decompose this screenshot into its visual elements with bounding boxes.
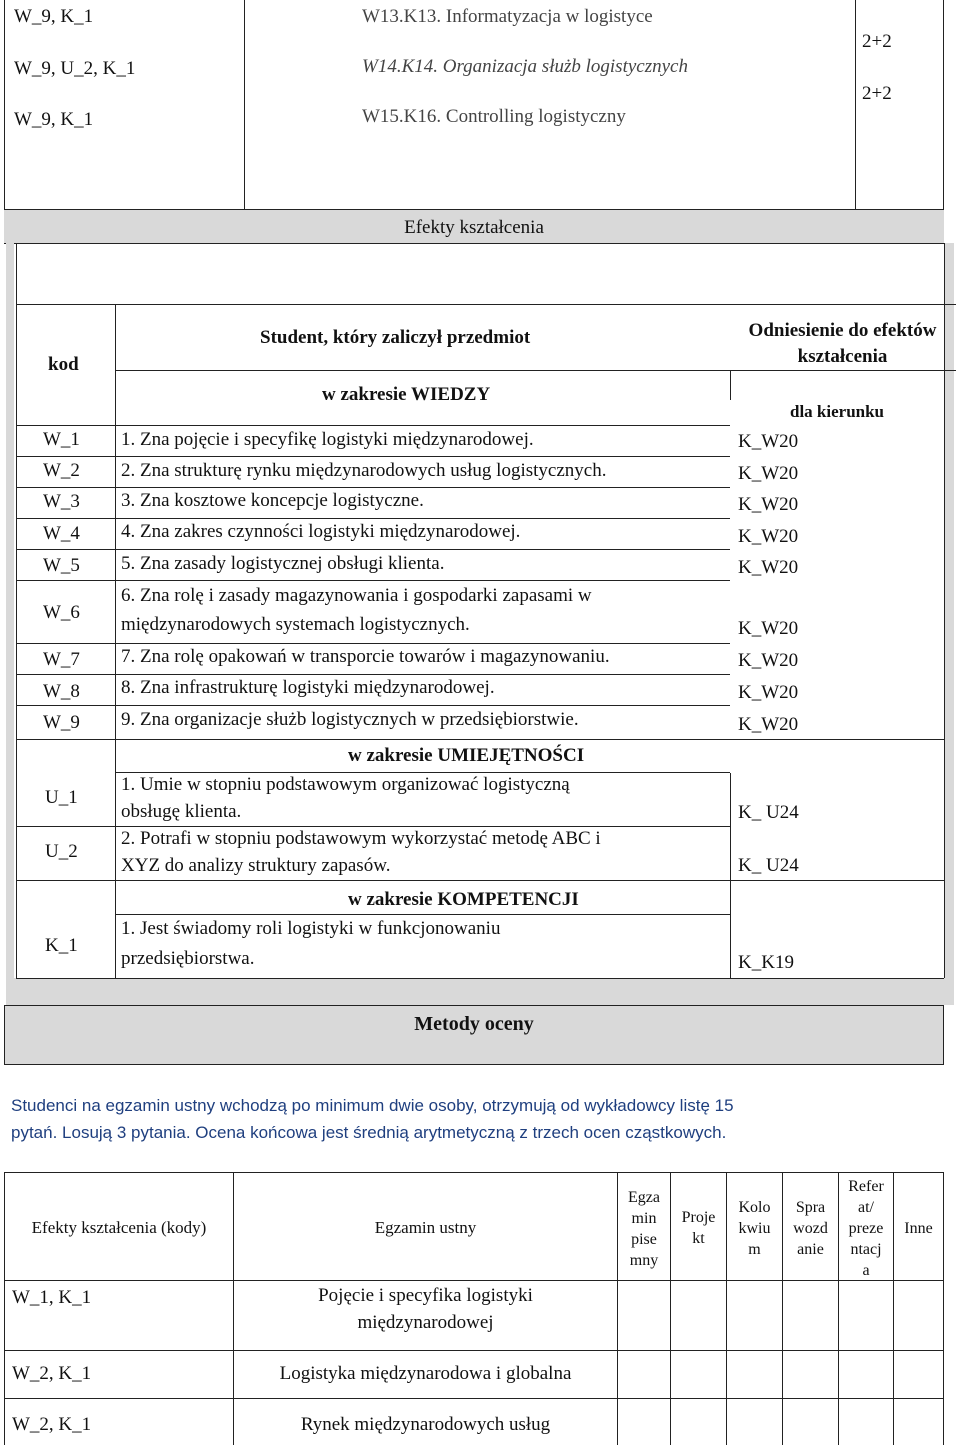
header-inne: Inne [904,1220,933,1237]
row-codes: W_2, K_1 [12,1363,92,1384]
wiedza-text: 3. Zna kosztowe koncepcje logistyczne. [121,490,424,511]
wiedza-ref: K_W20 [738,494,799,515]
dla-kierunku-label: dla kierunku [790,402,885,421]
umiejetnosci-text-continued: XYZ do analizy struktury zapasów. [121,855,391,876]
wiedza-ref: K_W20 [738,682,799,703]
header-egzamin-pisemny: Egza min pise mny [628,1189,660,1269]
header-egzamin-ustny: Egzamin ustny [374,1218,477,1237]
umiejetnosci-code: U_1 [45,787,78,808]
header-sprawozdanie: Spra wozd anie [793,1199,828,1258]
metody-title: Metody oceny [414,1013,534,1035]
odniesienie-header: Odniesienie do efektów kształcenia [748,320,937,367]
wiedza-ref: K_W20 [738,526,799,547]
wiedza-text: 9. Zna organizacje służb logistycznych w przedsiębiorstwie. [121,709,579,730]
wiedza-code: W_3 [43,491,80,512]
row-topic: Logistyka międzynarodowa i globalna [279,1363,572,1384]
top-hours-2: 2+2 [862,83,892,104]
wiedza-ref: K_W20 [738,557,799,578]
kompetencje-code: K_1 [45,935,78,956]
wiedza-code: W_9 [43,712,80,733]
umiejetnosci-ref: K_ U24 [738,855,799,876]
kod-header: kod [48,354,79,375]
wiedza-ref: K_W20 [738,431,799,452]
umiejetnosci-text: 1. Umie w stopniu podstawowym organizować logistyczną [121,774,570,795]
header-kolokwium: Kolo kwiu m [738,1199,771,1258]
row-codes: W_2, K_1 [12,1414,92,1435]
wiedza-text: 7. Zna rolę opakowań w transporcie towarów i magazynowaniu. [121,646,610,667]
row-codes: W_1, K_1 [12,1287,92,1308]
header-projekt: Proje kt [681,1209,716,1247]
wiedza-code: W_6 [43,602,80,623]
umiejetnosci-header: w zakresie UMIEJĘTNOŚCI [348,745,585,766]
wiedza-text: 1. Zna pojęcie i specyfikę logistyki międzynarodowej. [121,429,534,450]
wiedza-code: W_8 [43,681,80,702]
kompetencje-header: w zakresie KOMPETENCJI [348,889,579,910]
wiedza-code: W_1 [43,429,80,450]
wiedza-text: 2. Zna strukturę rynku międzynarodowych usług logistycznych. [121,460,607,481]
wiedza-code: W_5 [43,555,80,576]
top-code-2: W_9, U_2, K_1 [14,58,136,79]
top-code-3: W_9, K_1 [14,109,94,130]
header-referat: Refer at/ preze ntacj a [848,1178,884,1279]
kompetencje-ref: K_K19 [738,952,794,973]
wiedza-code: W_2 [43,460,80,481]
row-topic-continued: międzynarodowej [357,1312,494,1333]
kompetencje-text: 1. Jest świadomy roli logistyki w funkcjonowaniu [121,918,501,939]
top-topic-3: W15.K16. Controlling logistyczny [362,106,626,127]
wiedza-ref: K_W20 [738,650,799,671]
wiedza-header: w zakresie WIEDZY [322,384,491,405]
umiejetnosci-ref: K_ U24 [738,802,799,823]
metody-description-line1: Studenci na egzamin ustny wchodzą po minimum dwie osoby, otrzymują od wykładowcy listę 15 [11,1096,734,1115]
top-topic-1: W13.K13. Informatyzacja w logistyce [362,6,653,27]
student-header: Student, który zaliczył przedmiot [260,327,531,348]
wiedza-ref: K_W20 [738,618,799,639]
wiedza-text-continued: międzynarodowych systemach logistycznych. [121,614,470,635]
wiedza-ref: K_W20 [738,714,799,735]
umiejetnosci-text-continued: obsługę klienta. [121,801,242,822]
wiedza-text: 5. Zna zasady logistycznej obsługi klienta. [121,553,445,574]
kompetencje-text-continued: przedsiębiorstwa. [121,948,255,969]
top-hours-1: 2+2 [862,31,892,52]
efekty-title: Efekty kształcenia [404,217,544,238]
top-topic-2: W14.K14. Organizacja służb logistycznych [362,56,688,77]
wiedza-text: 4. Zna zakres czynności logistyki międzynarodowej. [121,521,521,542]
top-code-1: W_9, K_1 [14,6,94,27]
header-efekty: Efekty kształcenia (kody) [31,1218,207,1237]
wiedza-ref: K_W20 [738,463,799,484]
row-topic: Pojęcie i specyfika logistyki [318,1285,533,1306]
wiedza-code: W_4 [43,523,80,544]
umiejetnosci-code: U_2 [45,841,78,862]
metody-description-line2: pytań. Losują 3 pytania. Ocena końcowa jest średnią arytmetyczną z trzech ocen cząstkowych. [11,1123,727,1142]
wiedza-text: 6. Zna rolę i zasady magazynowania i gospodarki zapasami w [121,585,592,606]
wiedza-code: W_7 [43,649,80,670]
row-topic: Rynek międzynarodowych usług [300,1414,551,1435]
umiejetnosci-text: 2. Potrafi w stopniu podstawowym wykorzystać metodę ABC i [121,828,601,849]
wiedza-text: 8. Zna infrastrukturę logistyki międzynarodowej. [121,677,495,698]
